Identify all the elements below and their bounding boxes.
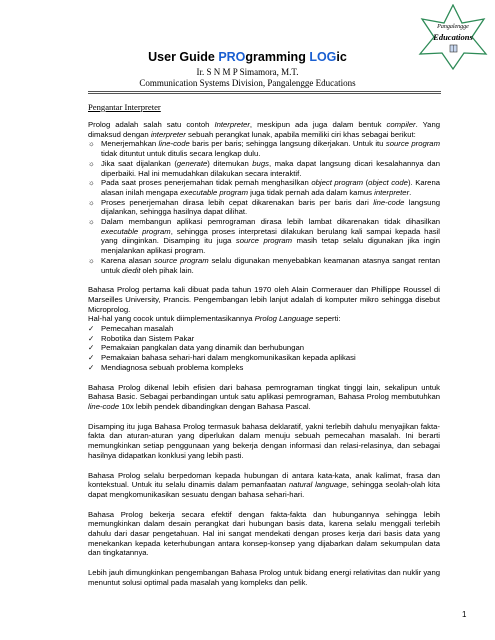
list-item: ✓ Robotika dan Sistem Pakar (88, 333, 195, 343)
logo-top-text: Pangalengge (437, 24, 469, 30)
check-icon: ✓ (88, 362, 95, 372)
body-paragraph: Bahasa Prolog selalu berpedoman kepada hubungan di antara kata-kata, anak kalimat, frasa dan kontekstual. Untuk itu selalu dinamis dalam pemanfaatan natural language, sehingga seolah-olah kita dapat mengkomunikasikan sesuatu dengan bahasa sehari-hari. (88, 470, 440, 499)
logo-bottom-text: Educations (433, 32, 473, 42)
intro-paragraph: Prolog adalah salah satu contoh Interpreter, meskipun ada juga dalam bentuk compiler. Yang dimaksud dengan interpreter sebuah perangkat lunak, apabila memiliki ciri khas sebagai berikut: (88, 120, 441, 139)
list-item: ✓ Mendiagnosa sebuah problema kompleks (88, 362, 244, 372)
section-heading: Pengantar Interpreter (88, 102, 161, 112)
list-item: ✓ Pemakaian pangkalan data yang dinamik dan berhubungan (88, 343, 305, 353)
document-body (88, 120, 440, 588)
list-item: ✓ Pemakaian bahasa sehari-hari dalam mengkomunikasikan kepada aplikasi (88, 353, 356, 363)
check-icon: ✓ (88, 333, 95, 343)
list-item: ✓ Pemecahan masalah (88, 324, 174, 334)
header-divider (88, 91, 441, 92)
header-divider-2 (88, 93, 441, 94)
wheel-bullet-icon: ☼ (88, 178, 95, 188)
interpreter-traits-list (88, 139, 440, 275)
list-item: ☼ Dalam membangun aplikasi pemrograman dirasa lebih lambat dikarenakan tidak dihasilkan executable program, sehingga proses interpretasi dilakukan berulang kali sampai kepada hasil yang diinginkan. Disamping itu juga source program masih tetap selalu digunakan jika ingin menjalankan aplikasi program. (88, 217, 440, 256)
author-line: Ir. S N M P Simamora, M.T. (196, 67, 299, 77)
body-paragraph: Disamping itu juga Bahasa Prolog termasuk bahasa deklaratif, yakni terlebih dahulu menyajikan fakta-fakta dan aturan-aturan yang diperlukan dalam menuju sebuah pemecahan masalah. Ini berarti memungkinkan setiap penggunaan yang bekerja dengan informasi dan relasi-relasinya, dan sebagai hasilnya didapatkan konklusi yang lebih pasti. (88, 421, 440, 460)
wheel-bullet-icon: ☼ (88, 217, 95, 227)
check-icon: ✓ (88, 324, 95, 334)
check-icon: ✓ (88, 343, 95, 353)
list-item: ☼ Jika saat dijalankan (generate) ditemukan bugs, maka dapat langsung dicari kesalahannya dan diperbaiki. Hal ini memudahkan dilakukan secara interaktif. (88, 158, 440, 178)
wheel-bullet-icon: ☼ (88, 255, 95, 265)
check-icon: ✓ (88, 353, 95, 363)
document-title: User Guide PROgramming LOGic (148, 50, 347, 64)
list-item: ☼ Pada saat proses penerjemahan tidak pernah menghasilkan object program (object code). Karena alasan inilah mengapa executable program juga tidak pernah ada dalam kamus interpreter. (88, 178, 440, 197)
body-paragraph: Bahasa Prolog bekerja secara efektif dengan fakta-fakta dan hubungannya sehingga lebih memungkinkan dalam desain perangkat dari hubungan basis data, karena selalu menggali terlebih dahulu dari dasar pengetahuan. Hal ini sangat mendekati dengan proses kerja dari basis data yang menekankan kepada keterhubungan antara konsep-konsep yang dijabarkan dalam sekumpulan data dan tingkatannya. (88, 509, 440, 558)
division-line: Communication Systems Division, Pangalengge Educations (139, 78, 356, 88)
history-paragraph: Bahasa Prolog pertama kali dibuat pada tahun 1970 oleh Alain Cormerauer dan Phillippe Roussel di Marseilles University, Prancis. Pengembangan lebih lanjut adalah di komputer mikro sehingga disebut Microprolog. Hal-hal yang cocok untuk diimplementasikannya Prolog Language seperti: (88, 285, 440, 324)
page-number: 1 (462, 610, 467, 619)
wheel-bullet-icon: ☼ (88, 139, 95, 149)
wheel-bullet-icon: ☼ (88, 197, 95, 207)
wheel-bullet-icon: ☼ (88, 158, 95, 168)
applications-intro: Hal-hal yang cocok untuk diimplementasikannya Prolog Language seperti: (88, 314, 341, 324)
body-paragraph: Bahasa Prolog dikenal lebih efisien dari bahasa pemrograman tingkat tinggi lain, sekalipun untuk Bahasa Basic. Sebagai perbandingan untuk satu aplikasi pemrograman, Bahasa Prolog membutuhkan line-code 10x lebih pendek dibandingkan dengan Bahasa Pascal. (88, 382, 440, 411)
list-item: ☼ Proses penerjemahan dirasa lebih cepat dikarenakan baris per baris dari line-code langsung dijalankan, sehingga hasilnya dapat dilihat. (88, 197, 440, 217)
body-paragraph: Lebih jauh dimungkinkan pengembangan Bahasa Prolog untuk bidang energi relativitas dan nuklir yang menuntut solusi optimal pada masalah yang kompleks dan pelik. (88, 568, 440, 587)
list-item: ☼ Karena alasan source program selalu digunakan menyebabkan keamanan atasnya sangat rentan untuk diedit oleh pihak lain. (88, 255, 441, 275)
applications-list (88, 324, 440, 373)
list-item: ☼ Menerjemahkan line-code baris per baris; sehingga langsung dikerjakan. Untuk itu source program tidak dituntut untuk ditulis secara lengkap dulu. (88, 139, 440, 159)
